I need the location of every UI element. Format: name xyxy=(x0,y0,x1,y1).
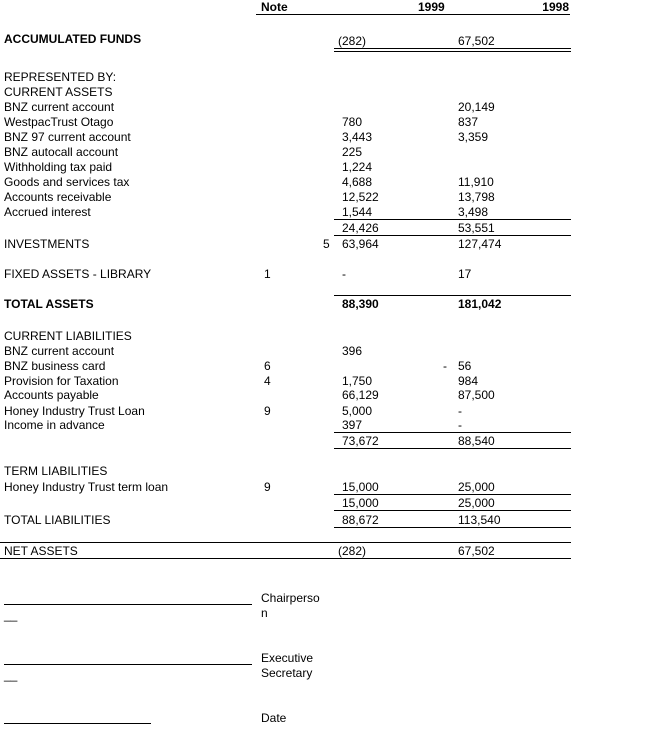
date-label: Date xyxy=(261,711,287,725)
row-label: BNZ autocall account xyxy=(4,145,119,159)
row-label: Accounts payable xyxy=(4,388,99,402)
chairperson-signature-line xyxy=(4,604,252,605)
total-assets-1998: 181,042 xyxy=(458,297,502,311)
accumulated-funds-1999: (282) xyxy=(338,34,367,48)
net-assets-bottom-rule xyxy=(0,558,571,559)
executive-secretary-signature-line xyxy=(4,664,252,665)
executive-label-line2: Secretary xyxy=(261,666,313,680)
row-label: Honey Industry Trust Loan xyxy=(4,404,145,418)
subtotal-rule xyxy=(334,510,571,511)
total-liabilities-1998: 113,540 xyxy=(458,513,501,527)
row-label: BNZ 97 current account xyxy=(4,130,131,144)
current-liabilities-total-1999: 73,672 xyxy=(342,434,379,448)
row-1999: 225 xyxy=(342,145,363,159)
term-liabilities-total-1998: 25,000 xyxy=(458,496,495,510)
net-assets-top-rule xyxy=(0,542,571,543)
row-1999: 780 xyxy=(342,115,363,129)
subtotal-rule xyxy=(334,494,571,495)
row-label: WestpacTrust Otago xyxy=(4,115,114,129)
executive-label-line1: Executive xyxy=(261,651,314,665)
row-1999: 1,544 xyxy=(342,205,373,219)
row-note: 6 xyxy=(264,359,271,373)
row-label: Honey Industry Trust term loan xyxy=(4,480,169,494)
subtotal-rule xyxy=(334,448,571,449)
year-1999-header: 1999 xyxy=(418,0,445,14)
signature-line-tail: __ xyxy=(4,608,18,622)
row-label: Withholding tax paid xyxy=(4,160,113,174)
accumulated-funds-1998: 67,502 xyxy=(458,34,495,48)
fixed-assets-1998: 17 xyxy=(458,267,472,281)
net-assets-label: NET ASSETS xyxy=(4,544,78,558)
investments-1999: 63,964 xyxy=(342,237,379,251)
accumulated-funds-rule-2 xyxy=(334,51,571,52)
row-label: Accounts receivable xyxy=(4,190,112,204)
row-1998: 11,910 xyxy=(458,175,494,189)
term-liabilities-total-1999: 15,000 xyxy=(342,496,379,510)
row-1999: 5,000 xyxy=(342,404,373,418)
row-label: BNZ current account xyxy=(4,344,115,358)
signature-line-tail: __ xyxy=(4,668,18,682)
row-1998: 25,000 xyxy=(458,480,495,494)
net-assets-1998: 67,502 xyxy=(458,544,495,558)
investments-note: 5 xyxy=(323,237,330,251)
row-label: BNZ current account xyxy=(4,100,115,114)
row-1998: 3,498 xyxy=(458,205,489,219)
row-1998: 20,149 xyxy=(458,100,495,114)
date-signature-line xyxy=(4,723,151,724)
current-liabilities-heading: CURRENT LIABILITIES xyxy=(4,329,132,343)
subtotal-rule xyxy=(334,432,571,433)
row-1998: - xyxy=(458,404,462,418)
header-underline xyxy=(256,14,570,15)
total-assets-1999: 88,390 xyxy=(342,297,379,311)
total-assets-rule xyxy=(334,295,571,296)
investments-label: INVESTMENTS xyxy=(4,237,90,251)
chairperson-label-line1: Chairperso xyxy=(261,591,320,605)
subtotal-rule xyxy=(334,235,571,236)
row-1998: 984 xyxy=(458,374,479,388)
fixed-assets-label: FIXED ASSETS - LIBRARY xyxy=(4,267,152,281)
accumulated-funds-rule-1 xyxy=(334,48,571,49)
subtotal-rule xyxy=(334,527,571,528)
row-1999: 12,522 xyxy=(342,190,379,204)
row-label: Goods and services tax xyxy=(4,175,130,189)
row-1999: 1,750 xyxy=(342,374,373,388)
current-assets-heading: CURRENT ASSETS xyxy=(4,85,113,99)
total-assets-label: TOTAL ASSETS xyxy=(4,297,94,311)
row-note: 9 xyxy=(264,480,271,494)
term-liabilities-heading: TERM LIABILITIES xyxy=(4,464,108,478)
chairperson-label-line2: n xyxy=(261,606,268,620)
total-liabilities-label: TOTAL LIABILITIES xyxy=(4,513,111,527)
fixed-assets-note: 1 xyxy=(264,267,271,281)
row-1999: 4,688 xyxy=(342,175,373,189)
row-1999: 3,443 xyxy=(342,130,373,144)
row-1999: 66,129 xyxy=(342,388,379,402)
row-1999: 396 xyxy=(342,344,363,358)
row-label: Accrued interest xyxy=(4,205,91,219)
current-assets-total-1999: 24,426 xyxy=(342,221,379,235)
row-1999: - xyxy=(443,359,447,373)
row-1999: 397 xyxy=(342,418,363,432)
row-1999: 1,224 xyxy=(342,160,373,174)
represented-by-heading: REPRESENTED BY: xyxy=(4,70,117,84)
investments-1998: 127,474 xyxy=(458,237,502,251)
subtotal-rule xyxy=(334,219,571,220)
row-1998: 87,500 xyxy=(458,388,495,402)
row-note: 9 xyxy=(264,404,271,418)
year-1998-header: 1998 xyxy=(542,0,569,14)
current-liabilities-total-1998: 88,540 xyxy=(458,434,495,448)
row-1998: 56 xyxy=(458,359,472,373)
total-liabilities-1999: 88,672 xyxy=(342,513,379,527)
note-header: Note xyxy=(261,0,288,14)
row-1999: 15,000 xyxy=(342,480,379,494)
row-1998: 837 xyxy=(458,115,479,129)
row-note: 4 xyxy=(264,374,271,388)
net-assets-1999: (282) xyxy=(338,544,367,558)
row-1998: 13,798 xyxy=(458,190,495,204)
row-1998: - xyxy=(458,418,462,432)
row-label: Provision for Taxation xyxy=(4,374,119,388)
current-assets-total-1998: 53,551 xyxy=(458,221,495,235)
row-1998: 3,359 xyxy=(458,130,489,144)
accumulated-funds-label: ACCUMULATED FUNDS xyxy=(4,32,142,46)
row-label: Income in advance xyxy=(4,418,105,432)
row-label: BNZ business card xyxy=(4,359,106,373)
fixed-assets-1999: - xyxy=(342,267,346,281)
